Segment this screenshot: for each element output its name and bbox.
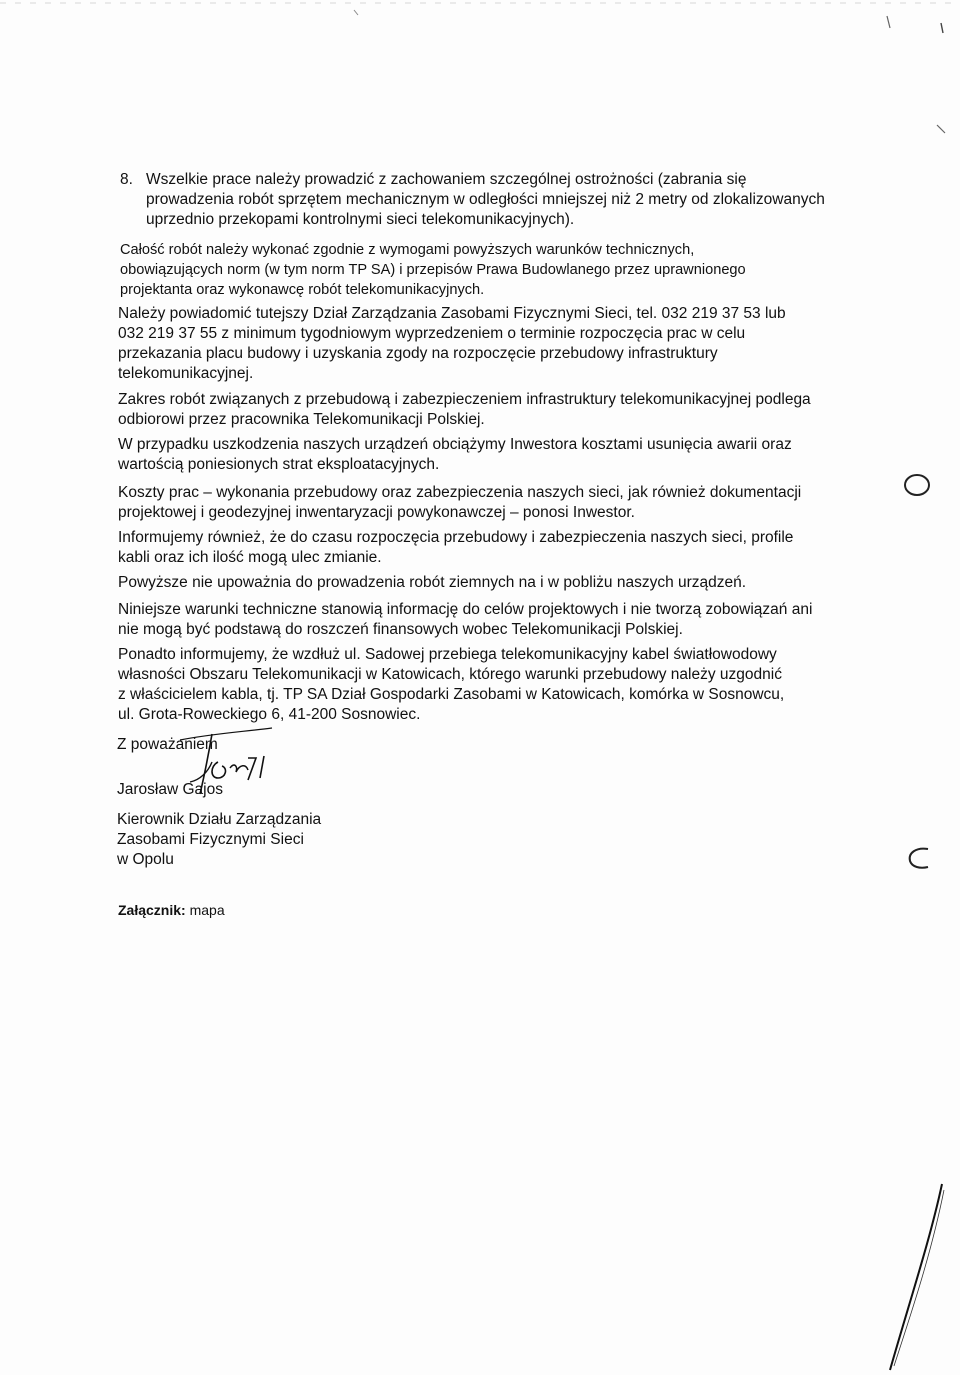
punch-hole-icon: [902, 472, 932, 498]
paragraph-line: ul. Grota-Roweckiego 6, 41-200 Sosnowiec.: [118, 706, 421, 723]
paragraph-line: Zakres robót związanych z przebudową i zabezpieczeniem infrastruktury telekomunikacyjnej podlega: [118, 391, 811, 408]
paragraph-line: Całość robót należy wykonać zgodnie z wymogami powyższych warunków technicznych,: [120, 242, 695, 258]
paragraph-line: odbiorowi przez pracownika Telekomunikacji Polskiej.: [118, 411, 485, 428]
paragraph-acceptance: [118, 390, 858, 430]
paragraph-line: Należy powiadomić tutejszy Dział Zarządzania Zasobami Fizycznymi Sieci, tel. 032 219 37 53 lub: [118, 305, 786, 322]
paragraph-line: telekomunikacyjnej.: [118, 365, 254, 382]
paragraph-line: 032 219 37 55 z minimum tygodniowym wyprzedzeniem o terminie rozpoczęcia prac w celu: [118, 325, 746, 342]
paragraph-fiber-cable: [118, 645, 858, 725]
paragraph-profiles: [118, 528, 858, 568]
paragraph-line: Powyższe nie upoważnia do prowadzenia robót ziemnych na i w pobliżu naszych urządzeń.: [118, 574, 747, 591]
signer-title-line: w Opolu: [117, 851, 174, 868]
paragraph-notification: [118, 304, 858, 384]
closing-text: Z poważaniem: [117, 736, 218, 753]
item-number: 8.: [120, 171, 133, 188]
scan-speck: [884, 14, 894, 32]
paragraph-line: Ponadto informujemy, że wzdłuż ul. Sadowej przebiega telekomunikacyjny kabel światłowodowy: [118, 646, 777, 663]
paragraph-scope: [120, 240, 860, 300]
attachment-note: [118, 900, 225, 920]
paragraph-line: przekazania placu budowy i uzyskania zgody na rozpoczęcie przebudowy infrastruktury: [118, 345, 718, 362]
paragraph-costs: [118, 483, 858, 523]
scan-edge-noise: [0, 0, 960, 8]
paragraph-line: Koszty prac – wykonania przebudowy oraz zabezpieczenia naszych sieci, jak również dokumentacji: [118, 484, 802, 501]
paragraph-line: nie mogą być podstawą do roszczeń finansowych wobec Telekomunikacji Polskiej.: [118, 621, 683, 638]
item-text-line: prowadzenia robót sprzętem mechanicznym w odległości mniejszej niż 2 metry od zlokalizowanych: [146, 191, 825, 208]
paragraph-informational: [118, 600, 858, 640]
signer-title-line: Zasobami Fizycznymi Sieci: [117, 831, 304, 848]
paragraph-line: obowiązujących norm (w tym norm TP SA) i przepisów Prawa Budowlanego przez uprawnionego: [120, 262, 746, 278]
paragraph-line: projektanta oraz wykonawcę robót telekomunikacyjnych.: [120, 282, 485, 298]
paragraph-line: projektowej i geodezyjnej inwentaryzacji powykonawczej – ponosi Inwestor.: [118, 504, 635, 521]
paragraph-line: kabli oraz ich ilość mogą ulec zmianie.: [118, 549, 382, 566]
signer-title: [117, 810, 857, 870]
signer-title-line: Kierownik Działu Zarządzania: [117, 811, 322, 828]
paragraph-line: wartością poniesionych strat eksploatacyjnych.: [118, 456, 440, 473]
punch-hole-icon: [906, 845, 936, 871]
paragraph-line: z właścicielem kabla, tj. TP SA Dział Gospodarki Zasobami w Katowicach, komórka w Sosnowcu,: [118, 686, 785, 703]
paragraph-line: Niniejsze warunki techniczne stanowią informację do celów projektowych i nie tworzą zobowiązań ani: [118, 601, 813, 618]
attachment-label: Załącznik:: [118, 902, 186, 918]
scan-speck: [352, 8, 360, 18]
margin-pen-stroke: [880, 1180, 950, 1375]
paragraph-line: W przypadku uszkodzenia naszych urządzeń obciążymy Inwestora kosztami usunięcia awarii oraz: [118, 436, 792, 453]
paragraph-line: Informujemy również, że do czasu rozpoczęcia przebudowy i zabezpieczenia naszych sieci, profile: [118, 529, 794, 546]
scan-speck: [938, 20, 946, 36]
attachment-value: mapa: [189, 902, 225, 918]
paragraph-earthworks: [118, 573, 858, 593]
item-text-line: Wszelkie prace należy prowadzić z zachowaniem szczególnej ostrożności (zabrania się: [146, 171, 747, 188]
signer-name-text: Jarosław Gajos: [117, 781, 223, 798]
signer-name: [117, 780, 857, 800]
paragraph-line: własności Obszaru Telekomunikacji w Katowicach, którego warunki przebudowy należy uzgodnić: [118, 666, 782, 683]
scan-speck: [935, 122, 947, 136]
paragraph-damage: [118, 435, 858, 475]
item-text-line: uprzednio przekopami kontrolnymi sieci telekomunikacyjnych).: [146, 211, 575, 228]
